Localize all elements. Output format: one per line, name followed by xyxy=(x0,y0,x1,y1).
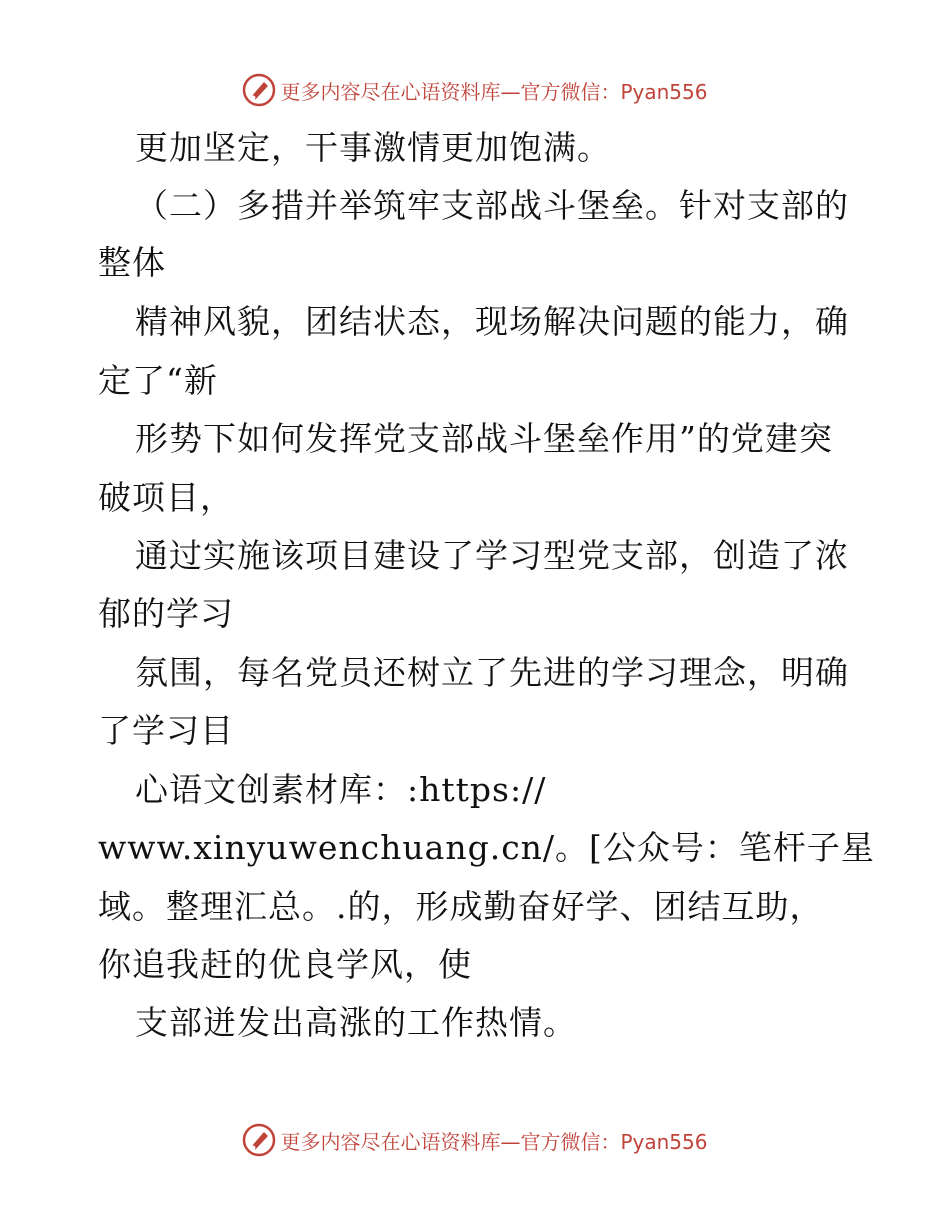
pen-seal-logo-icon xyxy=(242,1123,276,1157)
paragraph-line: 通过实施该项目建设了学习型党支部，创造了浓 xyxy=(135,536,849,575)
paragraph-line: 了学习目 xyxy=(98,711,234,750)
paragraph-line: 定了“新 xyxy=(98,361,218,400)
footer-banner-text: 更多内容尽在心语资料库—官方微信：Pyan556 xyxy=(280,1129,708,1154)
source-line: 心语文创素材库：:https:// xyxy=(135,770,547,809)
section-heading-line: （二）多措并举筑牢支部战斗堡垒。针对支部的 xyxy=(135,186,849,225)
paragraph-line: 你追我赶的优良学风，使 xyxy=(98,945,472,984)
footer-banner xyxy=(0,1120,950,1160)
paragraph-line: 氛围，每名党员还树立了先进的学习理念，明确 xyxy=(135,653,849,692)
paragraph-line: 更加坚定，干事激情更加饱满。 xyxy=(135,128,611,167)
header-banner-text: 更多内容尽在心语资料库—官方微信：Pyan556 xyxy=(280,79,708,104)
paragraph-line: 形势下如何发挥党支部战斗堡垒作用”的党建突 xyxy=(135,419,833,458)
paragraph-line: 破项目， xyxy=(98,478,234,517)
paragraph-line: 郁的学习 xyxy=(98,594,234,633)
pen-seal-logo-icon xyxy=(242,73,276,107)
paragraph-line: 支部迸发出高涨的工作热情。 xyxy=(135,1003,577,1042)
url-line: www.xinyuwenchuang.cn/。[公众号：笔杆子星 xyxy=(98,828,875,867)
header-banner xyxy=(0,70,950,110)
paragraph-line: 精神风貌，团结状态，现场解决问题的能力，确 xyxy=(135,302,849,341)
paragraph-line: 整体 xyxy=(98,243,166,282)
paragraph-line: 域。整理汇总。.的，形成勤奋好学、团结互助， xyxy=(98,887,824,926)
